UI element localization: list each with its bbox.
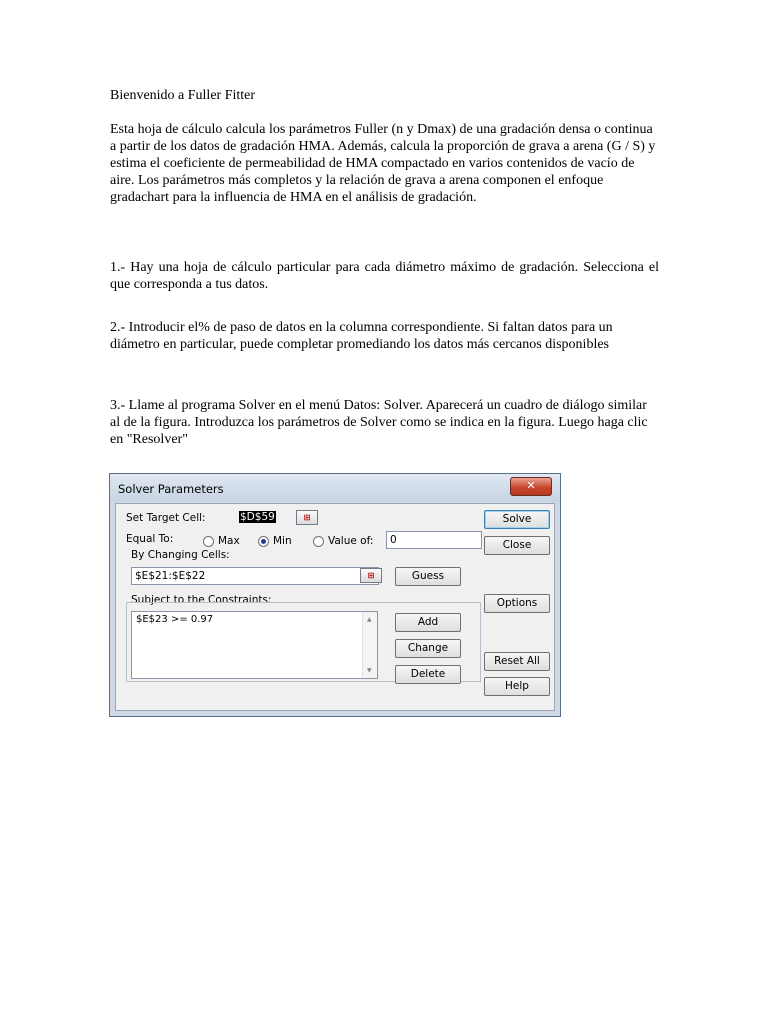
constraints-list[interactable]: [131, 611, 378, 679]
solver-parameters-dialog: [109, 473, 561, 717]
close-button[interactable]: Close: [484, 536, 550, 555]
step-2-paragraph: 2.- Introducir el% de paso de datos en la columna correspondiente. Si faltan datos para un diámetro en particular, puede completar promediando los datos más cercanos disponibles: [110, 320, 613, 352]
step-3-paragraph: 3.- Llame al programa Solver en el menú Datos: Solver. Aparecerá un cuadro de diálogo similar al de la figura. Introduzca los parámetros de Solver como se indica en la figura. Luego haga clic en "Resolver": [110, 398, 648, 447]
constraints-label: Subject to the Constraints:: [131, 594, 272, 606]
changing-cells-input[interactable]: $E$21:$E$22: [131, 567, 379, 585]
change-button[interactable]: Change: [395, 639, 461, 658]
reset-all-button[interactable]: Reset All: [484, 652, 550, 671]
constraint-item[interactable]: $E$23 >= 0.97: [136, 614, 214, 625]
radio-min[interactable]: [258, 536, 269, 547]
scroll-down-icon[interactable]: ▼: [367, 667, 372, 674]
radio-max[interactable]: [203, 536, 214, 547]
doc-heading: Bienvenido a Fuller Fitter: [110, 88, 256, 103]
intro-paragraph: Esta hoja de cálculo calcula los parámetros Fuller (n y Dmax) de una gradación densa o continua a partir de los datos de gradación HMA. Además, calcula la proporción de grava a arena (G / S) y estima el coeficiente de permeabilidad de HMA compactado en varios contenidos de vacío de aire. Los parámetros más completos y la relación de grava a arena componen el enfoque gradachart para la influencia de HMA en el análisis de gradación.: [110, 122, 656, 205]
dialog-titlebar: [110, 474, 560, 502]
changing-cells-label: By Changing Cells:: [131, 549, 230, 561]
step-1-paragraph: 1.- Hay una hoja de cálculo particular para cada diámetro máximo de gradación. Selecciona el que corresponda a tus datos.: [110, 260, 659, 292]
value-of-input[interactable]: 0: [386, 531, 482, 549]
guess-button[interactable]: Guess: [395, 567, 461, 586]
target-cell-field[interactable]: [239, 510, 293, 526]
constraints-scrollbar[interactable]: [362, 612, 377, 678]
radio-min-label: Min: [273, 535, 292, 547]
dialog-client-area: [115, 503, 555, 711]
options-button[interactable]: Options: [484, 594, 550, 613]
set-target-cell-label: Set Target Cell:: [126, 512, 206, 524]
radio-max-label: Max: [218, 535, 240, 547]
help-button[interactable]: Help: [484, 677, 550, 696]
delete-button[interactable]: Delete: [395, 665, 461, 684]
add-button[interactable]: Add: [395, 613, 461, 632]
close-icon[interactable]: ✕: [510, 477, 552, 496]
range-selector-icon[interactable]: ⊞: [360, 568, 382, 583]
solve-button[interactable]: Solve: [484, 510, 550, 529]
radio-value-of-label: Value of:: [328, 535, 374, 547]
target-cell-value: $D$59: [240, 511, 275, 523]
equal-to-label: Equal To:: [126, 533, 174, 545]
dialog-title: Solver Parameters: [118, 482, 224, 496]
radio-value-of[interactable]: [313, 536, 324, 547]
range-selector-icon[interactable]: ⊞: [296, 510, 318, 525]
scroll-up-icon[interactable]: ▲: [367, 616, 372, 623]
